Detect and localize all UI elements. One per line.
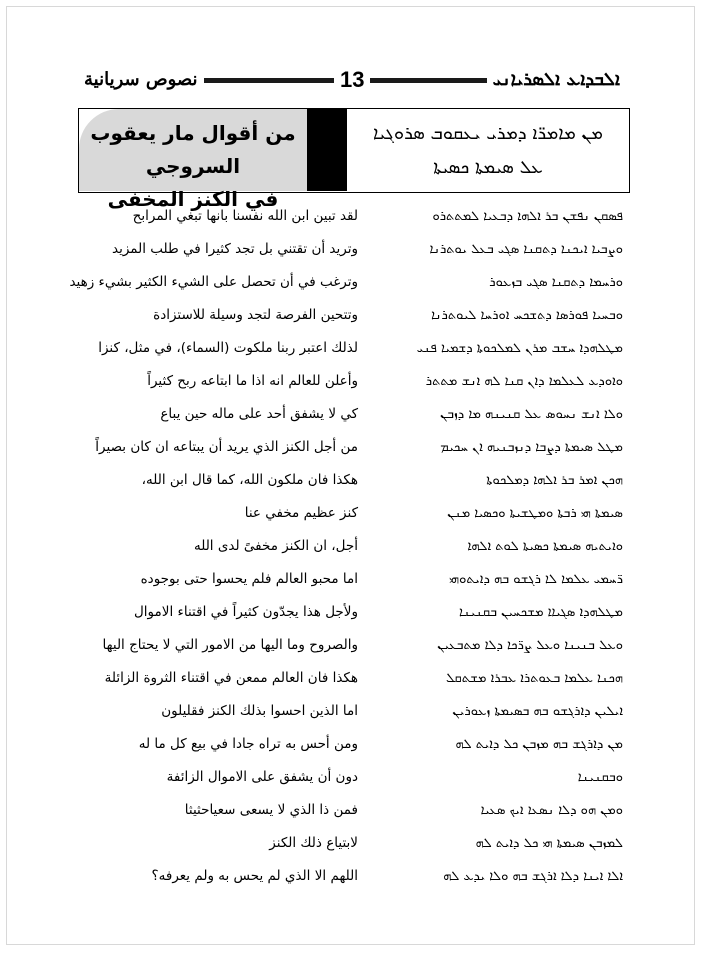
verse-row [0, 233, 703, 266]
verse-syriac: ܘܡܢ ܗܘ ܕܠܐ ܢܣܥܐ ܐܝܟ ܣܥܝܐ [480, 803, 623, 818]
verse-arabic: وتتحين الفرصة لتجد وسيلة للاستزادة [153, 307, 358, 323]
syriac-title-line-1: ܡܢ ܡܐܡܪ̈ܐ ܕܡܪܝ ܝܥܩܘܒ ܣܪܘܓܝܐ [373, 123, 603, 144]
verse-row [0, 728, 703, 761]
verse-arabic: لابتياع ذلك الكنز [269, 835, 358, 851]
verse-syriac: ܘܥܠ ܒܢܝܢܐ ܘܥܠ ܨܪ̈ܟܐ ܕܠܐ ܡܬܒܥܝܢ [437, 638, 623, 653]
verse-arabic: وترغب في أن تحصل على الشيء الكثير بشيء زهيد [69, 274, 358, 290]
verse-row [0, 332, 703, 365]
verse-syriac: ܗܟܢ ܐܡܪ ܒܪ ܐܠܗܐ ܕܡܠܟܘܬܐ [486, 473, 623, 488]
verse-row [0, 860, 703, 893]
verse-syriac: ܡܢ ܕܐܪܓܫ ܒܗ ܡܙܒܢ ܟܠ ܕܐܝܬ ܠܗ [455, 737, 623, 752]
verse-syriac: ܡܛܠܗܕܐ ܣܓܝܐܐ ܡܫܟܚܝܢ ܒܩܢܝܢܐ [459, 605, 623, 620]
verse-row [0, 299, 703, 332]
verse-row [0, 365, 703, 398]
verse-arabic: دون أن يشفق على الاموال الزائفة [166, 769, 358, 785]
section-title: نصوص سريانية [78, 66, 204, 94]
verse-arabic: وتريد أن تقتني بل تجد كثيرا في طلب المزيد [112, 241, 358, 257]
verse-syriac: ܐܠܐ ܐܝܢܐ ܕܠܐ ܐܪܓܫ ܒܗ ܘܠܐ ܝܕܥ ܠܗ [443, 869, 623, 884]
verse-syriac: ܠܡܙܒܢ ܣܝܡܬܐ ܗܝ ܟܠ ܕܐܝܬ ܠܗ [475, 836, 623, 851]
verse-syriac: ܘܒܚܝܐ ܦܘܪܣܐ ܕܬܫܟܚ ܐܘܪܚܐ ܠܝܘܬܪܢܐ [431, 308, 623, 323]
arabic-title-line-1: من أقوال مار يعقوب السروجي [90, 121, 296, 178]
syriac-title [347, 109, 629, 191]
verse-syriac: ܗܟܢܐ ܥܠܡܐ ܒܥܘܬܪܐ ܥܒܪܐ ܡܫܬܩܠ [446, 671, 623, 686]
verse-row [0, 761, 703, 794]
verse-arabic: اما الذين احسوا بذلك الكنز فقليلون [161, 703, 358, 719]
verse-arabic: من أجل الكنز الذي يريد أن يبتاعه ان كان بصيراً [95, 439, 358, 455]
verse-arabic: كي لا يشفق أحد على ماله حين يباع [160, 406, 358, 422]
verse-arabic: أجل، ان الكنز مخفىً لدى الله [193, 538, 358, 554]
verse-syriac: ܡܛܠܗܕܐ ܚܫܒ ܡܪܢ ܠܡܠܟܘܬܐ ܕܫܡܝܐ ܦܢܝ [416, 341, 623, 356]
arabic-title-line-2: في الكنز المخفى [107, 187, 279, 211]
verse-row [0, 596, 703, 629]
verse-arabic: اما محبو العالم فلم يحسوا حتى بوجوده [140, 571, 358, 587]
verse-syriac: ܘܒܩܢܝܢܐ [577, 770, 623, 785]
page-number: 13 [334, 66, 370, 94]
verse-row [0, 398, 703, 431]
verse-row [0, 662, 703, 695]
arabic-title [79, 109, 347, 211]
verse-syriac: ܘܐܘܕܥ ܠܥܠܡܐ ܕܐܢ ܩܢܐ ܠܗ ܐܢܫ ܡܬܬܪ [425, 374, 623, 389]
verse-row [0, 827, 703, 860]
verse-syriac: ܦܣܩܢ ܢܦܫܢ ܒܪ ܐܠܗܐ ܕܒܥܝܐ ܠܡܬܬܪܘ [432, 209, 623, 224]
syriac-title-line-2: ܥܠ ܣܝܡܬܐ ܟܣܝܬܐ [433, 157, 543, 178]
verse-row [0, 464, 703, 497]
verse-syriac: ܘܠܐ ܐܢܫ ܢܚܘܣ ܥܠ ܩܢܝܢܗ ܡܐ ܕܙܒܢ [440, 407, 623, 422]
verse-arabic: ولأجل هذا يجدّون كثيراً في اقتناء الاموال [134, 604, 358, 620]
verse-arabic: هكذا فان ملكون الله، كما قال ابن الله، [141, 472, 358, 488]
verse-syriac: ܘܨܒܝܐ ܐܝܟܢܐ ܕܬܩܢܐ ܣܓܝ ܒܥܠ ܝܘܬܪܢܐ [429, 242, 623, 257]
verse-arabic: لقد تبين ابن الله نفسنا بانها تبغي المرابح [132, 208, 358, 224]
verse-arabic: وأعلن للعالم انه اذا ما ابتاعه ربح كثيراً [147, 373, 358, 389]
verse-row [0, 695, 703, 728]
verse-row [0, 431, 703, 464]
verse-syriac: ܘܐܝܬܝܗ ܣܝܡܬܐ ܟܣܝܬܐ ܠܘܬ ܐܠܗܐ [467, 539, 623, 554]
verse-row [0, 530, 703, 563]
verse-arabic: والصروح وما اليها من الامور التي لا يحتاج اليها [102, 637, 358, 653]
verse-row [0, 200, 703, 233]
verse-arabic: ومن أحس به تراه جادا في بيع كل ما له [138, 736, 358, 752]
verse-syriac: ܐܝܠܝܢ ܕܐܪܓܫܘ ܒܗ ܒܣܝܡܬܐ ܙܥܘܪܝܢ [452, 704, 623, 719]
verse-arabic: كنز عظيم مخفي عنا [244, 505, 358, 521]
verse-row [0, 497, 703, 530]
verse-arabic: اللهم الا الذي لم يحس به ولم يعرفه؟ [151, 868, 358, 884]
verse-row [0, 629, 703, 662]
verse-row [0, 266, 703, 299]
verse-syriac: ܪ̈ܚܡܝ ܥܠܡܐ ܠܐ ܪܓܫܘ ܒܗ ܕܐܝܬܘܗܝ [449, 572, 623, 587]
verse-syriac: ܘܪܚܡܐ ܕܬܩܢܐ ܣܓܝ ܒܙܥܘܪ [489, 275, 623, 290]
verse-arabic: لذلك اعتبر ربنا ملكوت (السماء)، في مثل، كنزا [98, 340, 358, 356]
verse-arabic: فمن ذا الذي لا يسعى سعياحثيثا [184, 802, 358, 818]
magazine-title: ܐܠܒܕܐܥ ܐܠܣܪܝܐܢܝ [487, 66, 626, 94]
verse-syriac: ܡܛܠ ܣܝܡܬܐ ܕܨܒܐ ܕܢܙܒܢܝܗ ܐܢ ܚܟܝܡ [440, 440, 623, 455]
verse-row [0, 794, 703, 827]
article-title-box [78, 108, 630, 211]
verse-syriac: ܣܝܡܬܐ ܗܝ ܪܒܬܐ ܘܡܛܫܝܬܐ ܘܟܣܝܐ ܡܢܢ [447, 506, 623, 521]
verse-arabic: هكذا فان العالم ممعن في اقتناء الثروة الزائلة [104, 670, 358, 686]
verse-row [0, 563, 703, 596]
page-header [78, 66, 626, 96]
